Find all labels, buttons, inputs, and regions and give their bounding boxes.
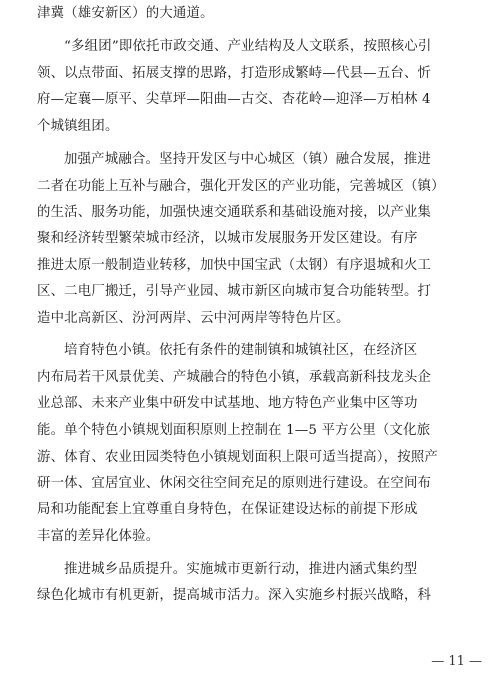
text-line: 推进城乡品质提升。实施城市更新行动，推进内涵式集约型 xyxy=(64,562,418,577)
text-line: 领、以点带面、拓展支撑的思路，打造形成繁峙—代县—五台、忻 xyxy=(37,66,432,81)
text-line: 能。单个特色小镇规划面积原则上控制在 1—5 平方公里（文化旅 xyxy=(37,423,431,438)
text-line: 研一体、宜居宜业、休闲交往空间充足的原则进行建设。在空间布 xyxy=(37,476,432,491)
text-line: 聚和经济转型繁荣城市经济，以城市发展服务开发区建设。有序 xyxy=(37,231,418,246)
text-line: 业总部、未来产业集中研发中试基地、地方特色产业集中区等功 xyxy=(37,396,418,411)
text-line: “多组团”即依托市政交通、产业结构及人文联系，按照核心引 xyxy=(64,39,432,54)
page-number: — 11 — xyxy=(431,654,482,669)
text-line: 府—定襄—原平、尖草坪—阳曲—古交、杏花岭—迎泽—万柏林 4 xyxy=(37,92,431,107)
text-line: 推进太原一般制造业转移，加快中国宝武（太钢）有序退城和火工 xyxy=(37,258,432,273)
text-line: 津冀（雄安新区）的大通道。 xyxy=(37,6,214,21)
text-line: 个城镇组团。 xyxy=(37,119,119,134)
text-line: 二者在功能上互补与融合，强化开发区的产业功能，完善城区（镇） xyxy=(37,179,445,194)
text-line: 绿色化城市有机更新，提高城市活力。深入实施乡村振兴战略，科 xyxy=(37,588,432,603)
text-line: 的生活、服务功能，加强快速交通联系和基础设施对接，以产业集 xyxy=(37,205,432,220)
text-line: 丰富的差异化体验。 xyxy=(37,529,160,544)
text-line: 局和功能配套上宜尊重自身特色，在保证建设达标的前提下形成 xyxy=(37,502,418,517)
text-line: 区、二电厂搬迁，引导产业园、城市新区向城市复合功能转型。打 xyxy=(37,284,432,299)
text-line: 游、体育、农业田园类特色小镇规划面积上限可适当提高），按照产 xyxy=(37,450,439,465)
text-line: 加强产城融合。坚持开发区与中心城区（镇）融合发展，推进 xyxy=(64,152,431,167)
text-line: 培育特色小镇。依托有条件的建制镇和城镇社区，在经济区 xyxy=(64,343,418,358)
text-line: 造中北高新区、汾河两岸、云中河两岸等特色片区。 xyxy=(37,311,350,326)
text-line: 内布局若干风景优美、产城融合的特色小镇，承载高新科技龙头企 xyxy=(37,370,432,385)
